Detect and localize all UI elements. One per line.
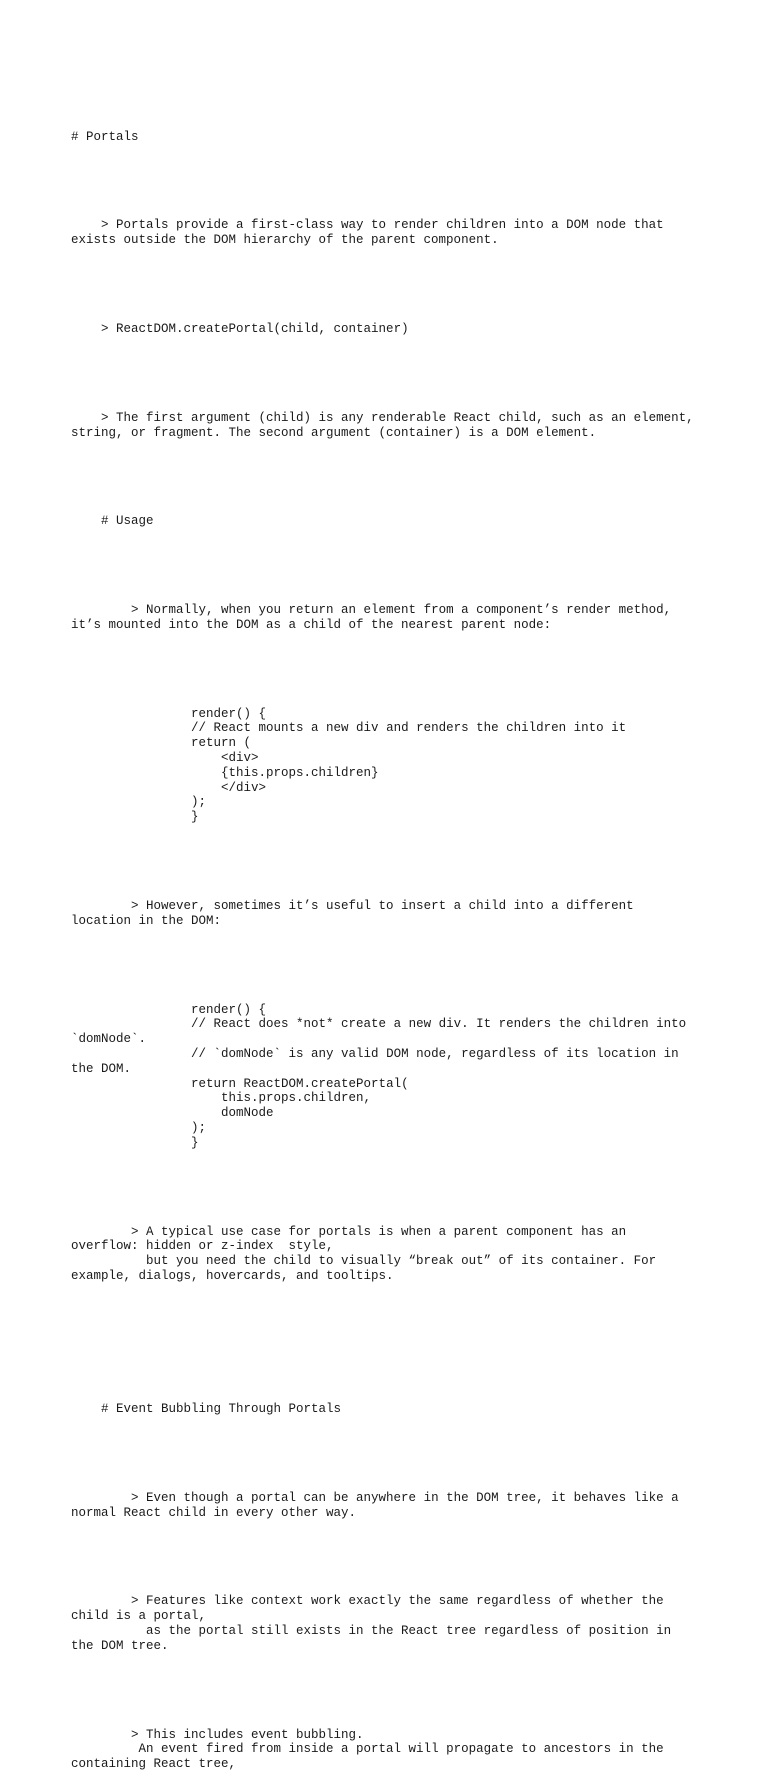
- heading-portals: # Portals: [71, 129, 139, 144]
- blank-line: [71, 1683, 711, 1698]
- quote-create-portal-signature: > ReactDOM.createPortal(child, container): [71, 321, 409, 336]
- quote-normally: > Normally, when you return an element from a component’s render method, it’s mounted into the DOM as a child of the nearest parent node:: [71, 603, 672, 632]
- blank-line: [71, 174, 711, 189]
- heading-event-bubbling: # Event Bubbling Through Portals: [71, 1402, 342, 1417]
- blank-line: [71, 1358, 711, 1373]
- blank-line: [71, 1180, 711, 1195]
- blank-line: [71, 662, 711, 677]
- blank-line: [71, 958, 711, 973]
- quote-typical-use-case: > A typical use case for portals is when a parent component has an overflow: hidden or z-index style, but you need the child to visually “break out” of its container. For example, dialogs, hovercards, and tooltips.: [71, 1224, 657, 1283]
- quote-arguments: > The first argument (child) is any renderable React child, such as an element, string, or fragment. The second argument (container) is a DOM element.: [71, 410, 694, 440]
- code-block-render-div: render() { // React mounts a new div and renders the children into it return ( <div> {this.props.children} </div> ); }: [191, 706, 627, 825]
- document-body: [71, 100, 711, 1787]
- blank-line: [71, 1550, 711, 1565]
- blank-line: [71, 1313, 711, 1328]
- heading-usage: # Usage: [71, 514, 154, 529]
- quote-however: > However, sometimes it’s useful to insert a child into a different location in the DOM:: [71, 899, 634, 928]
- blank-line: [71, 1447, 711, 1462]
- blank-line: [71, 470, 711, 485]
- quote-event-bubbling: > This includes event bubbling. An event fired from inside a portal will propagate to ancestors in the containing React tree,: [71, 1727, 664, 1772]
- blank-line: [71, 855, 711, 870]
- code-block-render-portal: render() { // React does *not* create a new div. It renders the children into `domNode`. // `domNode` is any valid DOM node, regardless of its location in the DOM. return ReactDOM.createPortal( this.props.children, domNode ); }: [71, 1002, 687, 1150]
- blank-line: [71, 559, 711, 574]
- quote-features-like-context: > Features like context work exactly the same regardless of whether the child is a portal, as the portal still exists in the React tree regardless of position in the DOM tree.: [71, 1594, 672, 1653]
- blank-line: [71, 278, 711, 293]
- quote-even-though: > Even though a portal can be anywhere in the DOM tree, it behaves like a normal React child in every other way.: [71, 1490, 679, 1520]
- quote-portals-intro: > Portals provide a first-class way to render children into a DOM node that exists outside the DOM hierarchy of the parent component.: [71, 218, 664, 248]
- blank-line: [71, 366, 711, 381]
